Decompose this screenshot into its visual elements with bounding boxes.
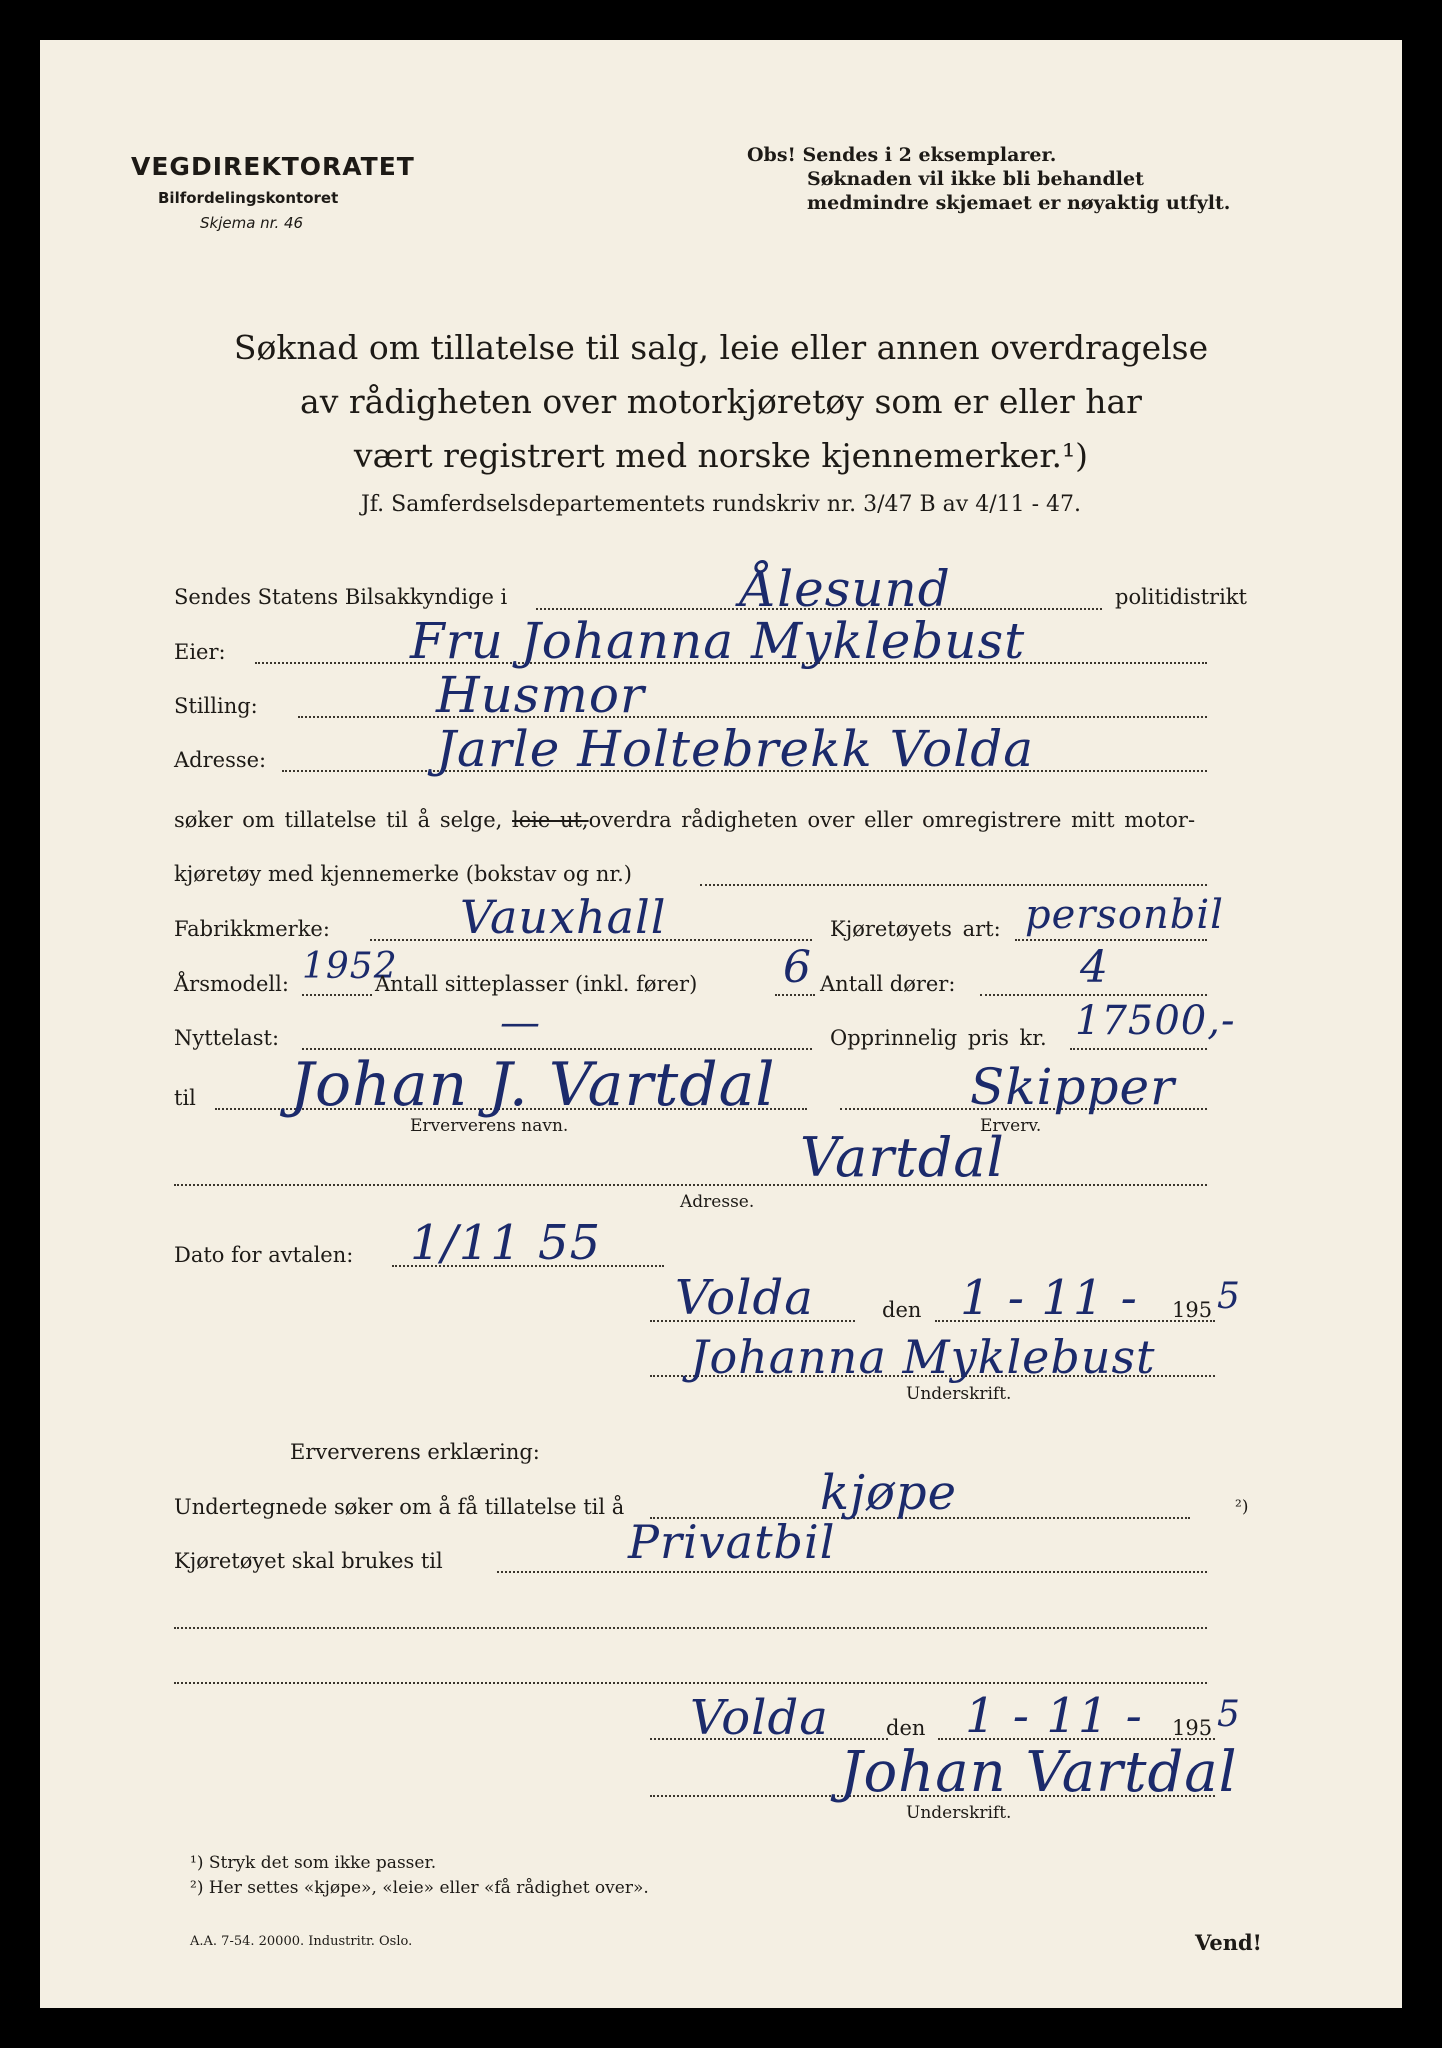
field-line-arsmodell xyxy=(302,994,372,996)
hw-bruk: Privatbil xyxy=(628,1515,836,1569)
label-eier: Eier: xyxy=(174,640,226,664)
schema-number: Skjema nr. 46 xyxy=(200,214,304,232)
hw-nyttelast: — xyxy=(500,1000,541,1046)
title-reference: Jf. Samferdselsdepartementets rundskriv nr. 3/47 B av 4/11 - 47. xyxy=(360,492,1082,517)
label-undertegnede: Undertegnede søker om å få tillatelse til å xyxy=(174,1495,625,1519)
caption-adresse: Adresse. xyxy=(680,1192,755,1212)
org-name: VEGDIREKTORATET xyxy=(131,152,415,181)
label-year-2: 195 xyxy=(1172,1716,1213,1740)
label-brukes: Kjøretøyet skal brukes til xyxy=(174,1549,443,1573)
label-dorer: Antall dører: xyxy=(820,972,956,996)
label-sendes: Sendes Statens Bilsakkyndige i xyxy=(174,585,508,609)
hw-eier: Fru Johanna Myklebust xyxy=(410,612,1026,670)
office-name: Bilfordelingskontoret xyxy=(158,189,339,207)
caption-erverv: Erverv. xyxy=(980,1116,1042,1136)
label-dato: Dato for avtalen: xyxy=(174,1243,354,1267)
hw-year-1: 5 xyxy=(1217,1276,1241,1317)
form-sheet xyxy=(40,40,1402,2008)
soker-pre: søker om tillatelse til å selge, xyxy=(174,808,503,832)
obs-line-1: Obs! Sendes i 2 eksemplarer. xyxy=(747,144,1057,166)
vend-note: Vend! xyxy=(1195,1930,1262,1955)
field-line-pris xyxy=(1070,1048,1207,1050)
field-line-erverver-adresse xyxy=(174,1184,1207,1186)
label-art: Kjøretøyets art: xyxy=(830,917,1001,941)
label-pris: Opprinnelig pris kr. xyxy=(830,1026,1047,1050)
footnote-1: ¹) Stryk det som ikke passer. xyxy=(190,1853,437,1873)
hw-adresse: Jarle Holtebrekk Volda xyxy=(436,720,1035,778)
field-line-stilling xyxy=(298,716,1207,718)
soker-post: overdra rådigheten over eller omregistrere mitt motor- xyxy=(588,808,1196,832)
hw-fabrikkmerke: Vauxhall xyxy=(460,890,667,944)
caption-erververs-navn: Erververens navn. xyxy=(410,1116,569,1136)
label-soker xyxy=(174,808,1195,832)
label-nyttelast: Nyttelast: xyxy=(174,1026,280,1050)
field-line-brukes xyxy=(497,1571,1207,1573)
hw-erverver: Johan J. Vartdal xyxy=(290,1050,776,1120)
label-year-1: 195 xyxy=(1172,1298,1213,1322)
caption-underskrift-2: Underskrift. xyxy=(906,1803,1012,1823)
hw-dato-1: 1 - 11 - xyxy=(960,1270,1138,1326)
label-adresse: Adresse: xyxy=(174,748,267,772)
title-line-2: av rådigheten over motorkjøretøy som er eller har xyxy=(300,382,1142,421)
label-fabrikkmerke: Fabrikkmerke: xyxy=(174,917,330,941)
label-erklaring: Erververens erklæring: xyxy=(290,1440,540,1464)
soker-struck: leie ut, xyxy=(512,808,589,832)
field-line-blank-1 xyxy=(174,1627,1207,1629)
hw-erverver-adresse: Vartdal xyxy=(800,1126,1005,1189)
label-den-1: den xyxy=(882,1298,922,1322)
hw-sted-1: Volda xyxy=(675,1270,814,1326)
hw-sted-2: Volda xyxy=(690,1690,829,1746)
hw-signatur-2: Johan Vartdal xyxy=(840,1740,1238,1805)
title-line-3: vært registrert med norske kjennemerker.¹) xyxy=(353,436,1089,475)
hw-formal: kjøpe xyxy=(820,1465,957,1521)
hw-distrikt: Ålesund xyxy=(740,560,951,618)
obs-line-3: medmindre skjemaet er nøyaktig utfylt. xyxy=(807,192,1231,214)
hw-art: personbil xyxy=(1025,892,1224,938)
print-info: A.A. 7-54. 20000. Industritr. Oslo. xyxy=(190,1934,413,1949)
label-kjennemerke: kjøretøy med kjennemerke (bokstav og nr.) xyxy=(174,862,632,886)
label-arsmodell: Årsmodell: xyxy=(174,972,289,996)
hw-signatur-1: Johanna Myklebust xyxy=(690,1330,1156,1384)
label-den-2: den xyxy=(886,1716,926,1740)
field-line-art xyxy=(1015,939,1207,941)
label-politidistrikt: politidistrikt xyxy=(1115,585,1247,609)
hw-stilling: Husmor xyxy=(436,666,645,724)
label-til: til xyxy=(174,1086,196,1110)
hw-dorer: 4 xyxy=(1080,942,1109,993)
hw-dato: 1/11 55 xyxy=(410,1215,602,1271)
hw-sitteplasser: 6 xyxy=(783,942,812,993)
obs-line-2: Søknaden vil ikke bli behandlet xyxy=(807,168,1144,190)
note-2-marker: ²) xyxy=(1235,1497,1249,1517)
hw-pris: 17500,- xyxy=(1075,998,1236,1044)
footnote-2: ²) Her settes «kjøpe», «leie» eller «få rådighet over». xyxy=(190,1878,649,1898)
hw-erverv: Skipper xyxy=(970,1058,1176,1116)
field-line-dorer xyxy=(980,994,1207,996)
hw-arsmodell: 1952 xyxy=(302,946,398,987)
hw-dato-2: 1 - 11 - xyxy=(965,1688,1143,1744)
field-line-sitteplasser xyxy=(775,994,815,996)
caption-underskrift-1: Underskrift. xyxy=(906,1384,1012,1404)
field-line-kjennemerke xyxy=(700,884,1207,886)
field-line-blank-2 xyxy=(174,1682,1207,1684)
label-sitteplasser: Antall sitteplasser (inkl. fører) xyxy=(375,972,698,996)
label-stilling: Stilling: xyxy=(174,694,258,718)
title-line-1: Søknad om tillatelse til salg, leie eller annen overdragelse xyxy=(233,328,1209,367)
hw-year-2: 5 xyxy=(1217,1694,1241,1735)
